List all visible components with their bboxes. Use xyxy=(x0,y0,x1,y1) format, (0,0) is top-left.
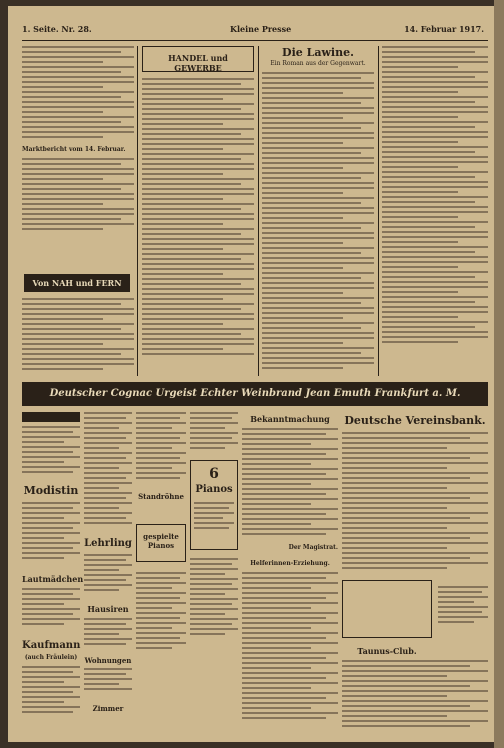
ad-pianos: Pianos xyxy=(195,484,233,495)
column-2 xyxy=(142,46,254,376)
ad-hausiren: Hausiren xyxy=(87,604,129,614)
masthead-rule xyxy=(22,40,488,41)
page-edge xyxy=(494,0,504,748)
newspaper-page xyxy=(8,6,494,742)
ad-wohnungen: Wohnungen xyxy=(84,656,132,665)
handel-text xyxy=(142,78,254,358)
cognac-banner: Deutscher Cognac Urgeist Echter Weinbrand Jean Emuth Frankfurt a. M. xyxy=(22,382,488,406)
ads-column-2 xyxy=(84,412,132,732)
masthead xyxy=(22,22,490,36)
column-divider-3 xyxy=(378,46,379,376)
column-3 xyxy=(262,46,374,376)
ad-magistrat-1: Der Magistrat. xyxy=(288,544,338,551)
ad-helferin: Helferinnen-Erziehung. xyxy=(250,560,330,567)
ad-text-8 xyxy=(84,668,132,693)
ad-text-17 xyxy=(438,586,488,626)
handel-heading: HANDEL und GEWERBE xyxy=(168,53,228,73)
ad-standoehne: Standröhne xyxy=(138,492,184,501)
issue-date: 14. Februar 1917. xyxy=(404,24,484,34)
markt-text xyxy=(22,158,134,233)
ad-lehrling: Lehrling xyxy=(84,538,132,549)
ad-text-1 xyxy=(22,426,80,476)
ads-column-5 xyxy=(242,412,338,732)
ad-strip-top xyxy=(22,412,80,422)
ad-gespielte: gespielte Pianos xyxy=(143,532,179,550)
ad-modistin: Modistin xyxy=(23,484,79,497)
column-divider-2 xyxy=(258,46,259,376)
ad-portrait-box xyxy=(342,580,432,638)
ads-column-3 xyxy=(136,412,186,732)
column-4 xyxy=(382,46,488,376)
ad-pianos-number: 6 xyxy=(209,466,219,482)
ad-text-10 xyxy=(136,572,186,652)
nah-fern-text xyxy=(22,298,134,373)
ad-text-11 xyxy=(190,412,238,452)
column-4-text xyxy=(382,46,488,346)
column-1-text xyxy=(22,46,134,141)
page-number: 1. Seite. Nr. 28. xyxy=(22,24,92,34)
ad-text-7 xyxy=(84,618,132,648)
column-divider-1 xyxy=(137,46,138,376)
ads-column-4 xyxy=(190,412,238,732)
markt-heading: Marktbericht vom 14. Februar. xyxy=(22,146,126,153)
ad-vereinsbank: Deutsche Vereinsbank. xyxy=(344,414,486,427)
column-1 xyxy=(22,46,134,376)
ad-zimmer: Zimmer xyxy=(92,704,124,713)
ads-column-6 xyxy=(342,412,488,732)
ad-text-2 xyxy=(22,502,80,562)
ad-text-9 xyxy=(136,412,186,482)
paper-name: Kleine Presse xyxy=(230,24,292,34)
ad-text-6 xyxy=(84,554,132,594)
ad-text-16 xyxy=(342,432,488,572)
ad-taunus: Taunus-Club. xyxy=(357,646,417,656)
ad-kaufmann: Kaufmann xyxy=(22,640,81,651)
ad-text-13 xyxy=(190,558,238,638)
lawine-title: Die Lawine. xyxy=(282,46,354,59)
ad-text-12 xyxy=(194,502,234,532)
ad-text-5 xyxy=(84,412,132,527)
ad-lautmaedchen: Lautmädchen xyxy=(22,574,84,584)
nah-fern-banner: Von NAH und FERN xyxy=(24,274,130,292)
ads-column-1 xyxy=(22,412,84,732)
ad-text-18 xyxy=(342,660,488,730)
ad-text-14 xyxy=(242,428,338,538)
ad-text-15 xyxy=(242,572,338,722)
ad-text-3 xyxy=(22,588,80,628)
lawine-subtitle: Ein Roman aus der Gegenwart. xyxy=(270,60,366,67)
ad-text-4 xyxy=(22,666,80,716)
ad-kaufmann-sub: (auch Fräulein) xyxy=(24,654,78,661)
ad-bekanntmachung: Bekanntmachung xyxy=(250,414,330,424)
lawine-text xyxy=(262,72,374,372)
